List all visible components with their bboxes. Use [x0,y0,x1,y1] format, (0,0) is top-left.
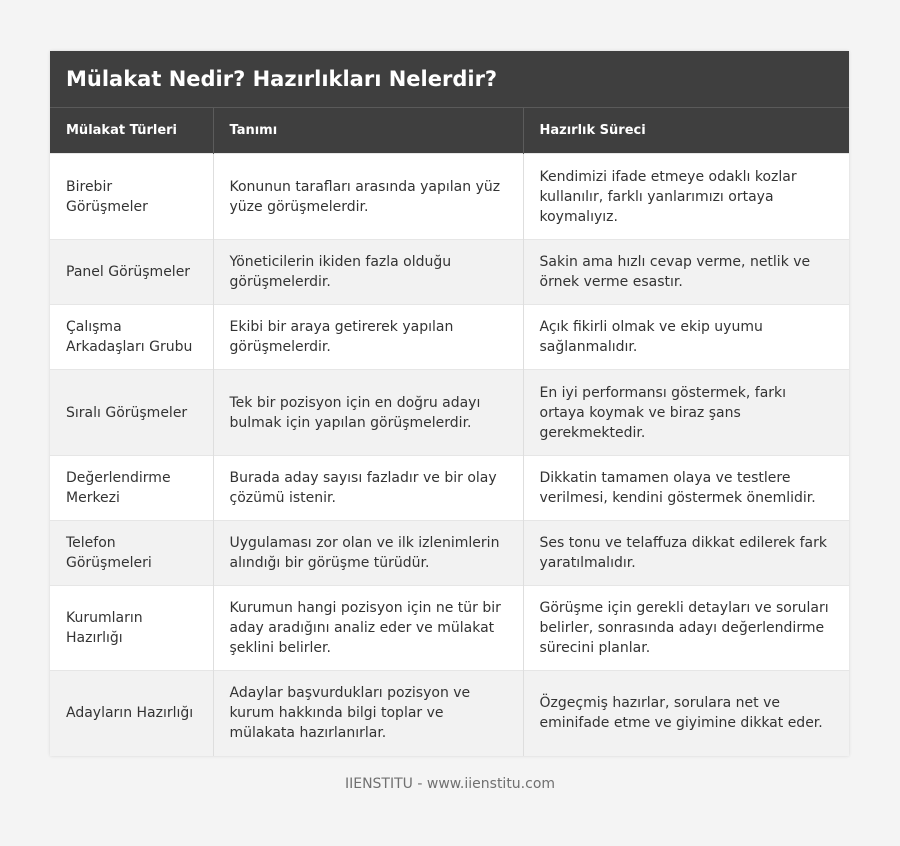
cell-preparation: Ses tonu ve telaffuza dikkat edilerek fark yaratılmalıdır. [523,521,849,586]
cell-preparation: Dikkatin tamamen olaya ve testlere verilmesi, kendini göstermek önemlidir. [523,456,849,521]
cell-preparation: Özgeçmiş hazırlar, sorulara net ve eminifade etme ve giyimine dikkat eder. [523,671,849,756]
cell-definition: Yöneticilerin ikiden fazla olduğu görüşmelerdir. [213,240,523,305]
cell-type: Sıralı Görüşmeler [50,370,213,456]
cell-preparation: Görüşme için gerekli detayları ve soruları belirler, sonrasında adayı değerlendirme sürecini planlar. [523,586,849,671]
header-cell-preparation: Hazırlık Süreci [523,108,849,154]
table-row [50,154,849,240]
cell-preparation: Açık fikirli olmak ve ekip uyumu sağlanmalıdır. [523,305,849,370]
table-card [50,51,849,756]
table-row [50,305,849,370]
table-row [50,586,849,671]
cell-preparation: Sakin ama hızlı cevap verme, netlik ve örnek verme esastır. [523,240,849,305]
header-cell-definition: Tanımı [213,108,523,154]
cell-definition: Ekibi bir araya getirerek yapılan görüşmelerdir. [213,305,523,370]
table-row [50,456,849,521]
cell-preparation: Kendimizi ifade etmeye odaklı kozlar kullanılır, farklı yanlarımızı ortaya koymalıyız. [523,154,849,240]
cell-definition: Adaylar başvurdukları pozisyon ve kurum hakkında bilgi toplar ve mülakata hazırlanırlar. [213,671,523,756]
table-row [50,240,849,305]
cell-definition: Uygulaması zor olan ve ilk izlenimlerin alındığı bir görüşme türüdür. [213,521,523,586]
cell-type: Kurumların Hazırlığı [50,586,213,671]
cell-definition: Kurumun hangi pozisyon için ne tür bir aday aradığını analiz eder ve mülakat şeklini belirler. [213,586,523,671]
table-title: Mülakat Nedir? Hazırlıkları Nelerdir? [50,51,849,108]
header-row [50,108,849,154]
footer-credit: IIENSTITU - www.iienstitu.com [344,776,556,792]
cell-definition: Burada aday sayısı fazladır ve bir olay çözümü istenir. [213,456,523,521]
cell-definition: Tek bir pozisyon için en doğru adayı bulmak için yapılan görüşmelerdir. [213,370,523,456]
table-row [50,370,849,456]
table-row [50,671,849,756]
cell-preparation: En iyi performansı göstermek, farkı ortaya koymak ve biraz şans gerekmektedir. [523,370,849,456]
interview-types-table [50,108,849,756]
cell-type: Çalışma Arkadaşları Grubu [50,305,213,370]
cell-type: Birebir Görüşmeler [50,154,213,240]
header-cell-type: Mülakat Türleri [50,108,213,154]
cell-definition: Konunun tarafları arasında yapılan yüz yüze görüşmelerdir. [213,154,523,240]
table-row [50,521,849,586]
cell-type: Değerlendirme Merkezi [50,456,213,521]
cell-type: Panel Görüşmeler [50,240,213,305]
cell-type: Telefon Görüşmeleri [50,521,213,586]
cell-type: Adayların Hazırlığı [50,671,213,756]
